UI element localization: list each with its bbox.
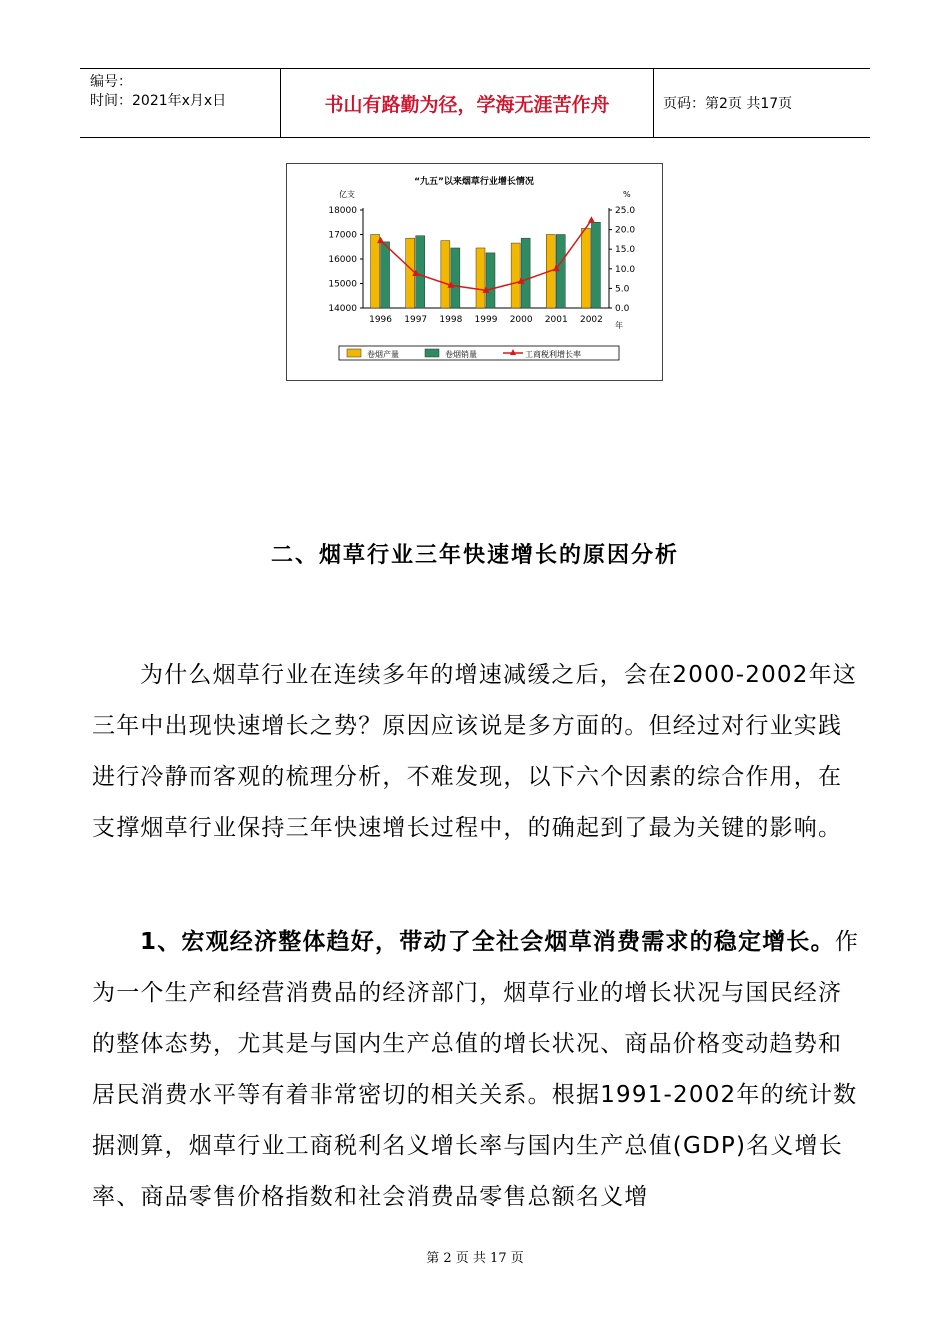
time-label: 时间：2021年x月x日 [90, 93, 227, 109]
header-motto: 书山有路勤为径，学海无涯苦作舟 [281, 69, 654, 137]
bar-production [406, 238, 415, 308]
bar-sales [486, 253, 495, 308]
left-tick-label: 16000 [328, 255, 357, 265]
right-tick-label: 20.0 [615, 225, 636, 236]
bar-sales [451, 248, 460, 308]
growth-chart [286, 163, 663, 381]
legend-label: 工商税利增长率 [525, 350, 581, 359]
chart-svg [287, 164, 662, 380]
left-axis-unit: 亿支 [339, 190, 355, 199]
right-tick-label: 15.0 [615, 245, 636, 256]
line-point [588, 216, 595, 223]
left-tick-label: 15000 [328, 279, 357, 290]
right-tick-label: 25.0 [615, 206, 636, 216]
bar-production [441, 241, 450, 308]
bar-production [371, 235, 380, 309]
bar-sales [416, 236, 425, 308]
legend-label: 卷烟销量 [445, 350, 477, 359]
legend-swatch [425, 349, 439, 357]
x-tick-label: 1997 [404, 315, 428, 325]
left-tick-label: 18000 [328, 206, 357, 216]
x-tick-label: 2002 [579, 315, 603, 325]
legend-label: 卷烟产量 [367, 350, 399, 359]
bar-production [511, 243, 520, 308]
right-axis-unit: % [623, 190, 631, 199]
header-page-info: 页码：第2页 共17页 [663, 96, 793, 112]
bar-sales [521, 238, 530, 308]
paragraph-2-body: 作为一个生产和经营消费品的经济部门，烟草行业的增长状况与国民经济的整体态势，尤其是与国内生产总值的增长状况、商品价格变动趋势和居民消费水平等有着非常密切的相关关系。根据1991-2002年的统计数据测算，烟草行业工商税利名义增长率与国内生产总值(GDP)名义增长率、商品零售价格指数和社会消费品零售总额名义增 [92, 929, 860, 1210]
header-meta [80, 69, 281, 137]
x-tick-label: 2001 [544, 315, 568, 325]
bar-production [581, 228, 590, 308]
page-footer: 第 2 页 共 17 页 [426, 1251, 524, 1266]
x-tick-label: 1996 [369, 315, 393, 325]
bar-production [476, 248, 485, 308]
left-tick-label: 17000 [328, 230, 357, 241]
bar-sales [591, 222, 600, 308]
legend-marker [510, 349, 516, 355]
right-tick-label: 10.0 [615, 264, 636, 275]
left-tick-label: 14000 [328, 304, 357, 314]
paragraph-2 [92, 917, 862, 1223]
chart-title: “九五”以来烟草行业增长情况 [414, 177, 534, 187]
number-label: 编号： [90, 74, 132, 90]
x-tick-label: 1998 [439, 315, 463, 325]
paragraph-2-heading: 1、宏观经济整体趋好，带动了全社会烟草消费需求的稳定增长。 [140, 929, 835, 955]
right-tick-label: 5.0 [615, 284, 630, 295]
paragraph-1: 为什么烟草行业在连续多年的增速减缓之后，会在2000-2002年这三年中出现快速增长之势？原因应该说是多方面的。但经过对行业实践进行冷静而客观的梳理分析，不难发现，以下六个因素的综合作用，在支撑烟草行业保持三年快速增长过程中，的确起到了最为关键的影响。 [92, 662, 857, 841]
x-axis-unit: 年 [615, 321, 623, 330]
page-header [80, 68, 870, 138]
right-tick-label: 0.0 [615, 304, 630, 314]
bar-sales [381, 242, 390, 308]
x-tick-label: 2000 [509, 315, 533, 325]
x-tick-label: 1999 [474, 315, 498, 325]
section-title: 二、烟草行业三年快速增长的原因分析 [270, 543, 679, 568]
legend-swatch [347, 349, 361, 357]
